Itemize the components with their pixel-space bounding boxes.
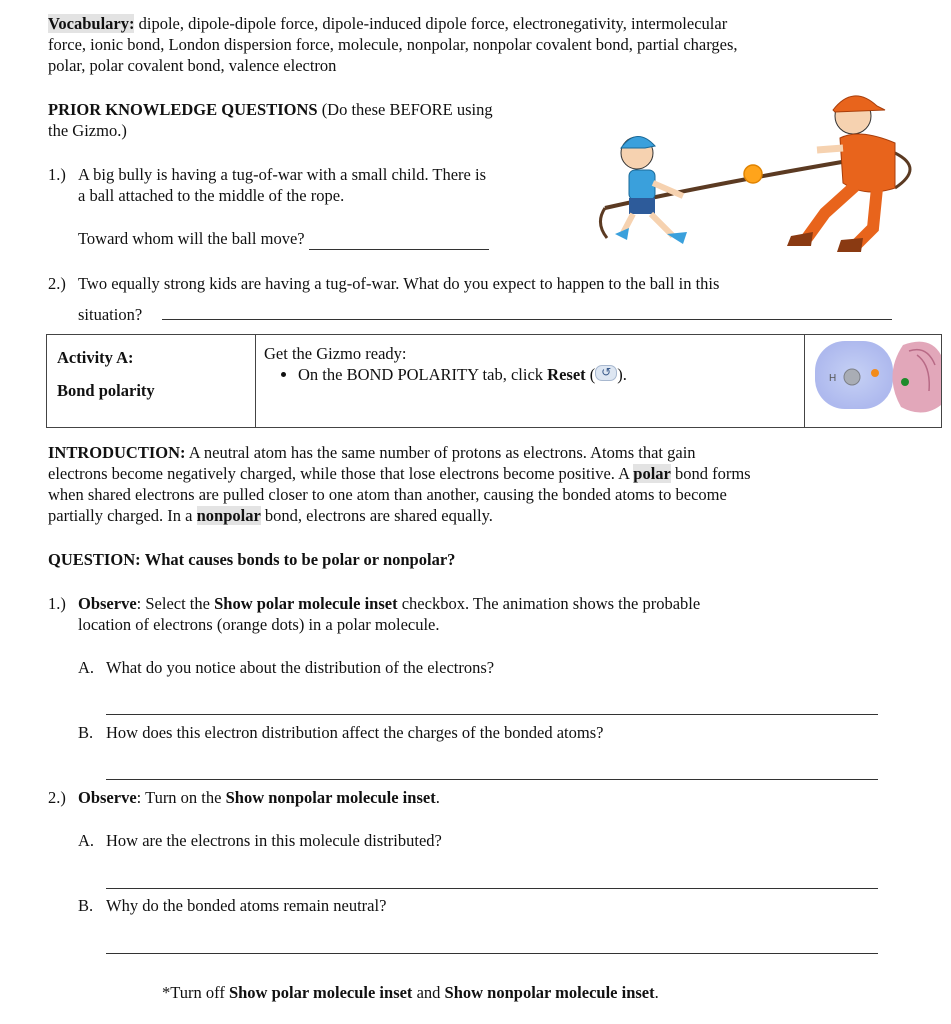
ball [744,165,762,183]
answer-line[interactable] [106,888,878,889]
obs2-a-letter: A. [78,831,95,850]
prior-q2-num: 2.) [48,274,66,293]
obs2-b-letter: B. [78,896,94,915]
nucleus-icon [901,378,909,386]
vocabulary-label: Vocabulary: [48,14,135,33]
footer-bold: Show polar molecule inset [228,983,413,1002]
activity-step-reset: Reset [547,365,586,384]
intro-nonpolar: nonpolar [196,506,261,525]
prior-q1-line: a ball attached to the middle of the rope. [78,186,345,205]
tug-of-war-illustration [595,88,915,258]
prior-q2-line: Two equally strong kids are having a tug-of-war. What do you expect to happen to the ball in this [78,274,720,293]
prior-knowledge-heading [48,99,608,141]
obs1-text-part: checkbox. The animation shows the probable [397,594,701,613]
activity-step-open: ( [585,365,596,384]
obs1-label: Observe [78,594,137,613]
footer-text: *Turn off [162,983,229,1002]
prior-q1-sub [78,228,489,250]
obs2-bold: Show nonpolar molecule inset [225,788,436,807]
footer-note [162,982,659,1003]
obs1-text-line: location of electrons (orange dots) in a polar molecule. [78,615,440,634]
rope-end [895,153,910,188]
footer-text: . [654,983,659,1002]
introduction-block [48,442,938,526]
footer-bold: Show nonpolar molecule inset [444,983,655,1002]
prior-heading-text: PRIOR KNOWLEDGE QUESTIONS [48,100,318,119]
activity-subtitle: Bond polarity [57,381,155,400]
activity-instructions-cell [256,335,805,428]
activity-step-close: ). [617,365,627,384]
obs2-b-text: Why do the bonded atoms remain neutral? [106,896,387,915]
intro-text: A neutral atom has the same number of protons as electrons. Atoms that gain [188,443,696,462]
activity-step-text: On the BOND POLARITY tab, click [298,365,548,384]
obs2-num: 2.) [48,788,66,807]
vocabulary-text: force, ionic bond, London dispersion force, molecule, nonpolar, nonpolar covalent bond, partial charges, [48,35,738,54]
activity-table [46,334,942,428]
answer-line[interactable] [162,319,892,320]
atom-cloud [892,342,941,413]
obs2-a-text: How are the electrons in this molecule distributed? [106,831,442,850]
obs2-text-part: : Turn on the [136,788,226,807]
vocabulary-block [48,13,928,76]
answer-line[interactable] [106,714,878,715]
child-figure [615,136,687,244]
obs2-label: Observe [78,788,137,807]
activity-steps [264,364,804,385]
reset-icon[interactable] [595,365,617,381]
nucleus-icon [844,369,860,385]
intro-polar: polar [633,464,671,483]
vocabulary-text: polar, polar covalent bond, valence electron [48,56,337,75]
obs1-bold: Show polar molecule inset [214,594,398,613]
activity-ready: Get the Gizmo ready: [264,344,407,363]
bully-figure [787,96,895,252]
gizmo-thumbnail [805,335,941,415]
obs1-text [78,593,938,635]
intro-text: bond, electrons are shared equally. [264,506,493,525]
answer-line[interactable] [106,953,878,954]
prior-heading-note: the Gizmo.) [48,121,127,140]
hydrogen-label: H [829,373,837,384]
prior-q1-sub-text: Toward whom will the ball move? [78,229,305,248]
intro-text: electrons become negatively charged, while those that lose electrons become positive. A [48,464,630,483]
obs1-num: 1.) [48,594,66,613]
footer-text: and [412,983,445,1002]
prior-heading-note: (Do these BEFORE using [321,100,493,119]
intro-text: when shared electrons are pulled closer to one atom than another, causing the bonded atoms to become [48,485,727,504]
vocabulary-text: dipole, dipole-dipole force, dipole-induced dipole force, electronegativity, intermolecular [138,14,728,33]
obs1-b-text: How does this electron distribution affect the charges of the bonded atoms? [106,723,604,742]
obs1-text-part: : Select the [136,594,215,613]
intro-label: INTRODUCTION: [48,443,186,462]
answer-line[interactable] [106,779,878,780]
obs1-b-letter: B. [78,723,94,742]
answer-line[interactable] [309,228,489,250]
intro-text: partially charged. In a [48,506,193,525]
prior-q1-num: 1.) [48,165,66,184]
prior-q1-text [78,164,598,206]
intro-text: bond forms [674,464,751,483]
obs1-a-letter: A. [78,658,95,677]
activity-title: Activity A: [57,348,134,367]
activity-thumbnail-cell [805,335,942,428]
question-text: What causes bonds to be polar or nonpolar? [144,550,456,569]
activity-step [298,364,804,385]
obs2-text-part: . [435,788,440,807]
obs2-text [78,787,440,808]
prior-q1-line: A big bully is having a tug-of-war with a small child. There is [78,165,486,184]
obs1-a-text: What do you notice about the distribution of the electrons? [106,658,495,677]
question-label: QUESTION: [48,550,141,569]
activity-title-cell [47,335,256,428]
electron-icon [871,369,879,377]
question-heading [48,549,455,570]
prior-q2-sub: situation? [78,305,143,324]
rope-end [600,208,607,238]
